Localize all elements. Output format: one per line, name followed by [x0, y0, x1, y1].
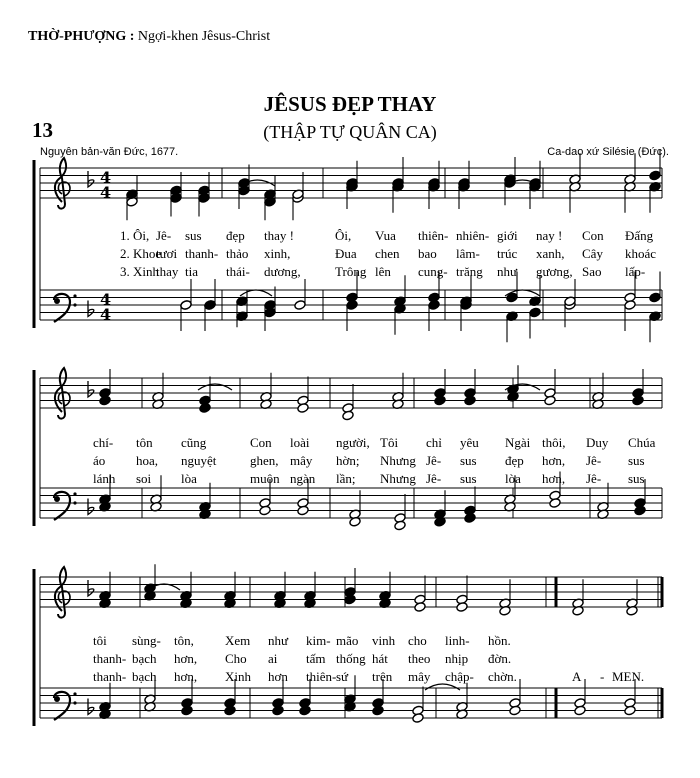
bass-clef-icon [73, 294, 76, 297]
treble-note [414, 602, 426, 613]
lyric-syllable: hơn, [542, 471, 566, 486]
lyric-syllable: cho [408, 633, 427, 648]
lyric-syllable: thôi, [542, 435, 566, 450]
lyric-syllable: sus [460, 453, 477, 468]
lyric-syllable: xanh, [536, 246, 565, 261]
treble-note [198, 185, 210, 196]
lyric-syllable: thống [336, 651, 366, 666]
lyric-syllable: Đua [335, 246, 357, 261]
amen-syllable: - [600, 669, 605, 684]
lyric-syllable: thanh- [185, 246, 219, 261]
lyric-syllable: áo [93, 453, 106, 468]
lyric-syllable: 1. Ôi, [120, 228, 150, 243]
flat-sign-icon [88, 381, 94, 397]
bass-note [529, 307, 541, 318]
lyric-syllable: đẹp [226, 228, 245, 243]
slur [198, 384, 232, 390]
lyric-syllable: 2. Khoe [120, 246, 162, 261]
lyric-syllable: Ngài [505, 435, 531, 450]
bass-note [634, 505, 646, 516]
lyric-syllable: trên [372, 669, 393, 684]
lyric-syllable: thiên- [418, 228, 449, 243]
bass-note [624, 705, 636, 716]
treble-note [199, 403, 211, 414]
lyric-syllable: lấp- [625, 264, 646, 279]
lyric-syllable: hơn, [174, 669, 198, 684]
lyric-syllable: sus [185, 228, 202, 243]
lyric-syllable: vinh [372, 633, 396, 648]
lyric-syllable: cũng [181, 435, 207, 450]
lyric-syllable: cung- [418, 264, 448, 279]
lyric-syllable: Trông [335, 264, 367, 279]
treble-note [456, 602, 468, 613]
bass-note [428, 300, 440, 311]
lyric-syllable: ghen, [250, 453, 279, 468]
lyric-syllable: khoác [625, 246, 657, 261]
lyric-syllable: xinh, [264, 246, 291, 261]
hymn-subtitle: (THẬP TỰ QUÂN CA) [263, 122, 437, 142]
slur [240, 290, 272, 296]
bass-clef-icon [73, 303, 76, 306]
lyric-syllable: sus [460, 471, 477, 486]
lyric-syllable: lên [375, 264, 391, 279]
time-signature: 4 [100, 168, 112, 187]
time-signature: 4 [100, 290, 112, 309]
bass-note [224, 705, 236, 716]
lyric-syllable: Duy [586, 435, 609, 450]
lyric-syllable: như [268, 633, 289, 648]
lyric-syllable: mây [290, 453, 313, 468]
lyric-syllable: đờn. [488, 651, 512, 666]
lyric-syllable: hơn, [542, 453, 566, 468]
lyric-syllable: lòa [181, 471, 197, 486]
flat-sign-icon [88, 699, 94, 715]
lyric-syllable: chỉ [426, 435, 442, 450]
lyric-syllable: thanh- [93, 651, 127, 666]
lyric-syllable: chập- [445, 669, 474, 684]
lyric-syllable: dương, [264, 264, 301, 279]
treble-note [297, 403, 309, 414]
lyric-syllable: linh- [445, 633, 470, 648]
flat-sign-icon [88, 580, 94, 596]
lyric-syllable: như [497, 264, 518, 279]
section-name: THỜ-PHƯỢNG : [28, 29, 135, 44]
lyric-syllable: muôn [250, 471, 280, 486]
lyric-syllable: đẹp [505, 453, 524, 468]
lyric-syllable: tôi [93, 633, 107, 648]
lyric-syllable: chí- [93, 435, 114, 450]
lyric-syllable: bạch [132, 651, 157, 666]
lyric-syllable: lòa [505, 471, 521, 486]
lyric-syllable: tôn, [174, 633, 194, 648]
bass-clef-icon [73, 501, 76, 504]
lyric-syllable: Xem [225, 633, 251, 648]
flat-sign-icon [88, 171, 94, 187]
lyric-syllable: soi [136, 471, 152, 486]
lyric-syllable: sứ [336, 669, 349, 684]
lyric-syllable: Đấng [625, 228, 654, 243]
bass-note [464, 513, 476, 524]
bass-note [264, 300, 276, 311]
lyric-syllable: chen [375, 246, 400, 261]
lyric-syllable: người, [336, 435, 370, 450]
bass-note [181, 705, 193, 716]
bass-clef-icon [54, 696, 60, 702]
lyric-syllable: bao [418, 246, 437, 261]
lyric-syllable: hơn [268, 669, 288, 684]
bass-note [509, 705, 521, 716]
treble-note [434, 395, 446, 406]
lyric-syllable: Cho [225, 651, 247, 666]
lyric-syllable: tia [185, 264, 198, 279]
lyric-syllable: chờn. [488, 669, 517, 684]
lyric-syllable: Nhưng [380, 453, 416, 468]
bass-note [299, 705, 311, 716]
lyric-syllable: lâm- [456, 246, 480, 261]
bass-note [294, 300, 306, 311]
lyric-syllable: tươi [156, 246, 178, 261]
bass-note [394, 520, 406, 531]
lyric-syllable: trúc [497, 246, 518, 261]
bass-note [259, 505, 271, 516]
tune-source: Ca-dao xứ Silésie (Đức). [547, 146, 669, 158]
lyric-syllable: nay ! [536, 228, 563, 243]
lyric-syllable: Jê- [426, 471, 442, 486]
bass-note [204, 300, 216, 311]
treble-note [464, 395, 476, 406]
flat-sign-icon [88, 499, 94, 515]
lyric-syllable: mây [408, 669, 431, 684]
bass-note [297, 505, 309, 516]
lyric-syllable: Sao [582, 264, 602, 279]
treble-note [344, 594, 356, 605]
lyric-syllable: Jê- [156, 228, 172, 243]
flat-sign-icon [88, 301, 94, 317]
lyric-syllable: thái- [226, 264, 250, 279]
bass-clef-icon [73, 692, 76, 695]
lyric-syllable: nhiên- [456, 228, 490, 243]
lyric-syllable: gương, [536, 264, 573, 279]
lyric-syllable: bạch [132, 669, 157, 684]
lyric-syllable: tấm [306, 651, 326, 666]
lyric-syllable: Jê- [586, 453, 602, 468]
lyric-syllable: hồn. [488, 633, 511, 648]
treble-note [544, 395, 556, 406]
lyric-syllable: thay [156, 264, 179, 279]
bass-clef-icon [73, 492, 76, 495]
lyric-syllable: thiên- [306, 669, 337, 684]
lyric-syllable: Chúa [628, 435, 656, 450]
treble-note [170, 185, 182, 196]
lyric-syllable: hát [372, 651, 388, 666]
lyric-syllable: Cây [582, 246, 603, 261]
bass-note [624, 300, 636, 311]
lyric-syllable: sus [628, 471, 645, 486]
lyric-syllable: thanh- [93, 669, 127, 684]
lyric-syllable: ai [268, 651, 278, 666]
lyric-syllable: yêu [460, 435, 479, 450]
section-subject: Ngợi-khen Jêsus-Christ [137, 29, 271, 44]
lyric-syllable: Con [250, 435, 272, 450]
time-signature: 4 [100, 305, 112, 324]
lyric-syllable: Vua [375, 228, 396, 243]
lyric-syllable: tôn [136, 435, 153, 450]
bass-note [549, 498, 561, 509]
lyric-syllable: hơn, [174, 651, 198, 666]
lyric-syllable: 3. Xinh [120, 264, 159, 279]
bass-clef-icon [54, 298, 60, 304]
lyric-syllable: hờn; [336, 453, 360, 468]
lyric-syllable: lần; [336, 471, 356, 486]
lyric-syllable: nguyệt [181, 453, 217, 468]
lyric-syllable: Xinh [225, 669, 251, 684]
lyric-syllable: thảo [226, 246, 249, 261]
bass-clef-icon [54, 496, 60, 502]
lyric-syllable: mão [336, 633, 359, 648]
treble-note [649, 170, 661, 181]
treble-note [99, 395, 111, 406]
lyric-syllable: sùng- [132, 633, 161, 648]
lyric-syllable: trăng [456, 264, 483, 279]
time-signature: 4 [100, 183, 112, 202]
lyric-syllable: loài [290, 435, 310, 450]
lyric-syllable: hoa, [136, 453, 159, 468]
hymn-title: JÊSUS ĐẸP THAY [263, 92, 437, 116]
lyric-syllable: Nhưng [380, 471, 416, 486]
lyric-syllable: giới [497, 228, 518, 243]
lyric-syllable: nhịp [445, 651, 469, 666]
amen-syllable: MEN. [612, 669, 645, 684]
lyric-syllable: Ôi, [335, 228, 352, 243]
lyric-syllable: Jê- [586, 471, 602, 486]
text-source: Nguyên bản-văn Đức, 1677. [40, 146, 179, 158]
lyric-syllable: thay ! [264, 228, 294, 243]
bass-clef-icon [73, 701, 76, 704]
lyric-syllable: Tôi [380, 435, 399, 450]
lyric-syllable: sus [628, 453, 645, 468]
lyric-syllable: theo [408, 651, 431, 666]
bass-note [372, 705, 384, 716]
bass-note [412, 713, 424, 724]
bass-note [649, 292, 661, 303]
bass-note [346, 300, 358, 311]
lyric-syllable: lánh [93, 471, 116, 486]
lyric-syllable: Jê- [426, 453, 442, 468]
bass-note [180, 300, 192, 311]
treble-note [632, 395, 644, 406]
amen-syllable: A [572, 669, 582, 684]
bass-note [574, 705, 586, 716]
treble-note [342, 410, 354, 421]
lyric-syllable: kim- [306, 633, 331, 648]
hymn-number: 13 [32, 118, 53, 142]
lyric-syllable: ngàn [290, 471, 316, 486]
lyric-syllable: Con [582, 228, 604, 243]
bass-note [272, 705, 284, 716]
